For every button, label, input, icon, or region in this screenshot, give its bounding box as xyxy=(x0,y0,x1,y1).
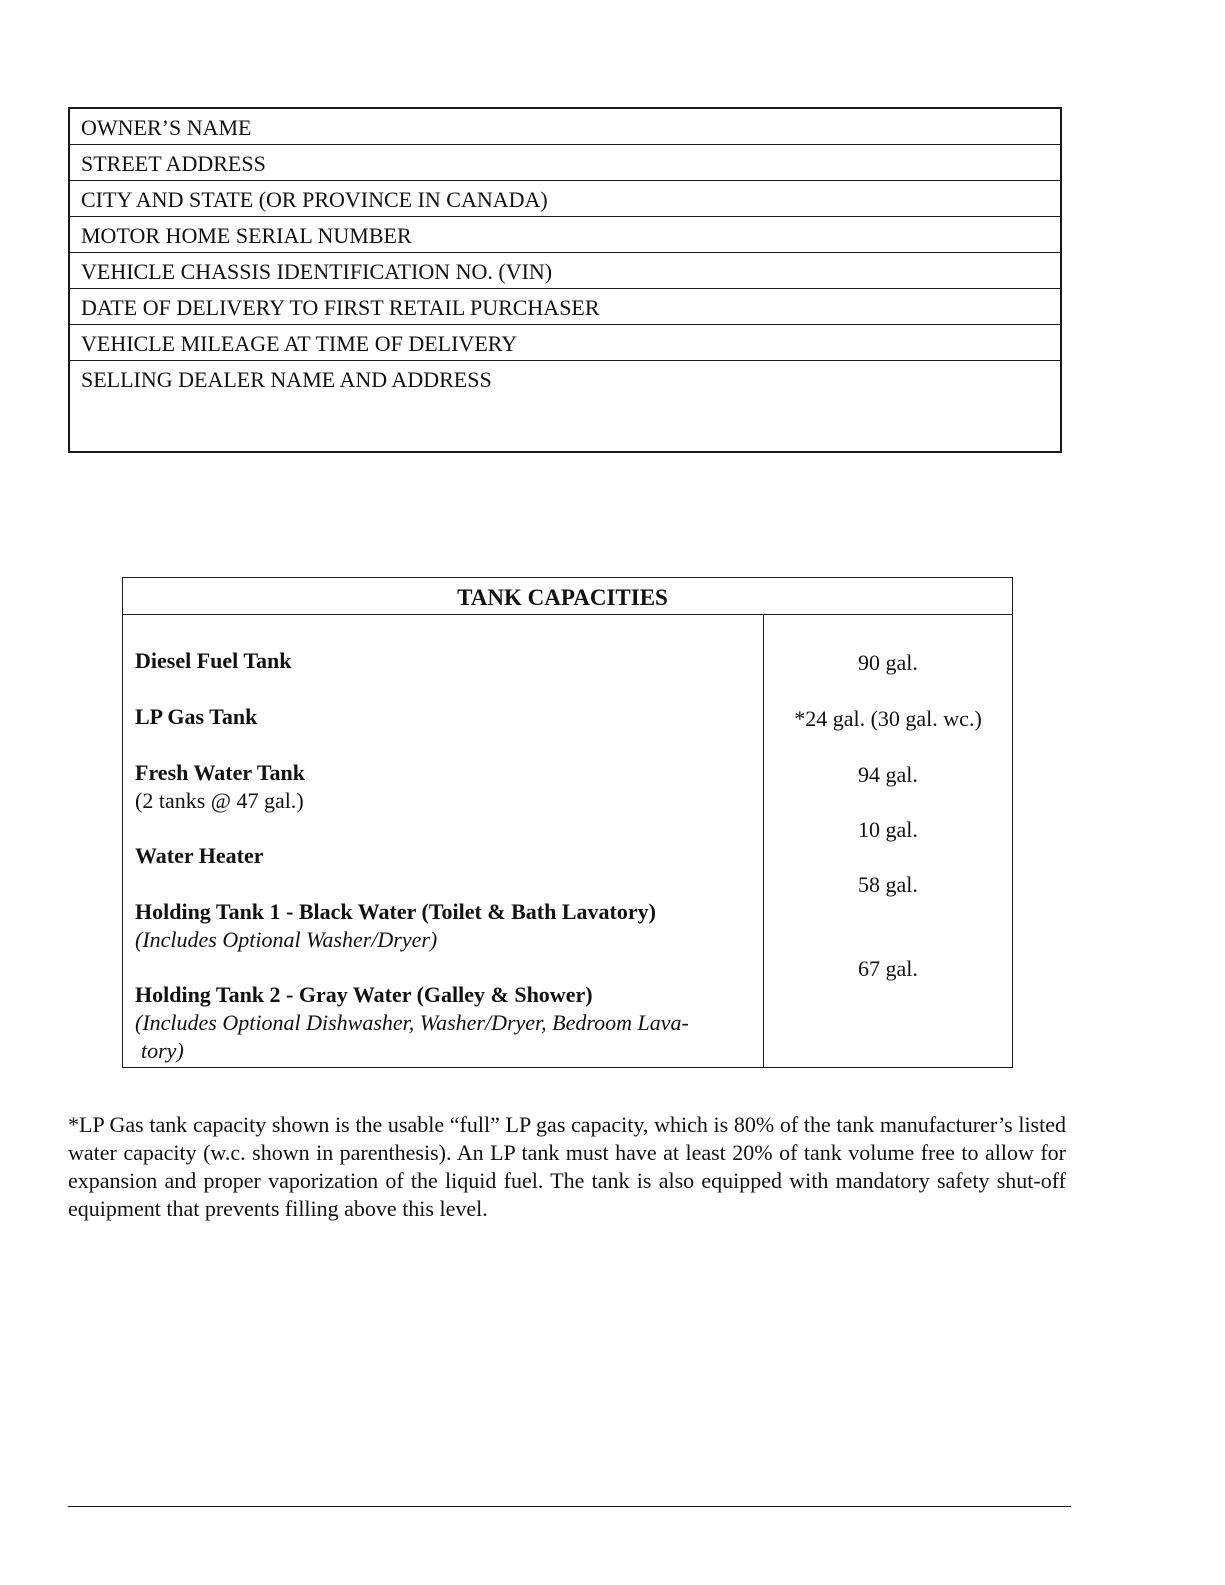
holding-tank-2-value: 67 gal. xyxy=(858,956,918,981)
tank-capacities-table xyxy=(122,577,1013,1068)
holding-tank-2-note-line-1: (Includes Optional Dishwasher, Washer/Dryer, Bedroom Lava- xyxy=(135,1010,689,1035)
fresh-water-tank-label: Fresh Water Tank xyxy=(135,760,305,785)
fresh-water-tank-value: 94 gal. xyxy=(858,762,918,787)
water-heater-value: 10 gal. xyxy=(858,817,918,842)
tank-capacities-title: TANK CAPACITIES xyxy=(123,578,1012,615)
lp-gas-tank-value: *24 gal. (30 gal. wc.) xyxy=(794,706,982,731)
holding-tank-2-note-line-2: tory) xyxy=(141,1038,184,1063)
delivery-date-field: DATE OF DELIVERY TO FIRST RETAIL PURCHASER xyxy=(70,289,1060,325)
diesel-fuel-tank-value: 90 gal. xyxy=(858,650,918,675)
holding-tank-1-label: Holding Tank 1 - Black Water (Toilet & Bath Lavatory) xyxy=(135,899,656,924)
holding-tank-2-label: Holding Tank 2 - Gray Water (Galley & Shower) xyxy=(135,982,593,1007)
mileage-field: VEHICLE MILEAGE AT TIME OF DELIVERY xyxy=(70,325,1060,361)
serial-number-field: MOTOR HOME SERIAL NUMBER xyxy=(70,217,1060,253)
city-state-field: CITY AND STATE (OR PROVINCE IN CANADA) xyxy=(70,181,1060,217)
fresh-water-tank-note: (2 tanks @ 47 gal.) xyxy=(135,788,304,813)
holding-tank-1-note: (Includes Optional Washer/Dryer) xyxy=(135,927,438,952)
holding-tank-1-value: 58 gal. xyxy=(858,872,918,897)
lp-gas-tank-label: LP Gas Tank xyxy=(135,704,258,729)
water-heater-label: Water Heater xyxy=(135,843,264,868)
diesel-fuel-tank-label: Diesel Fuel Tank xyxy=(135,648,292,673)
owner-name-field: OWNER’S NAME xyxy=(70,109,1060,145)
vin-field: VEHICLE CHASSIS IDENTIFICATION NO. (VIN) xyxy=(70,253,1060,289)
lp-gas-footnote: *LP Gas tank capacity shown is the usable “full” LP gas capacity, which is 80% of the tank manufacturer’s listed water capacity (w.c. shown in parenthesis). An LP tank must have at least 20% of tank volume free to allow for expansion and proper vaporization of the liquid fuel. The tank is also equipped with mandatory safety shut-off equipment that prevents filling above this level. xyxy=(68,1112,1066,1221)
owner-info-form xyxy=(68,107,1062,453)
footer-divider xyxy=(68,1506,1071,1507)
dealer-name-address-field: SELLING DEALER NAME AND ADDRESS xyxy=(81,367,492,392)
street-address-field: STREET ADDRESS xyxy=(70,145,1060,181)
